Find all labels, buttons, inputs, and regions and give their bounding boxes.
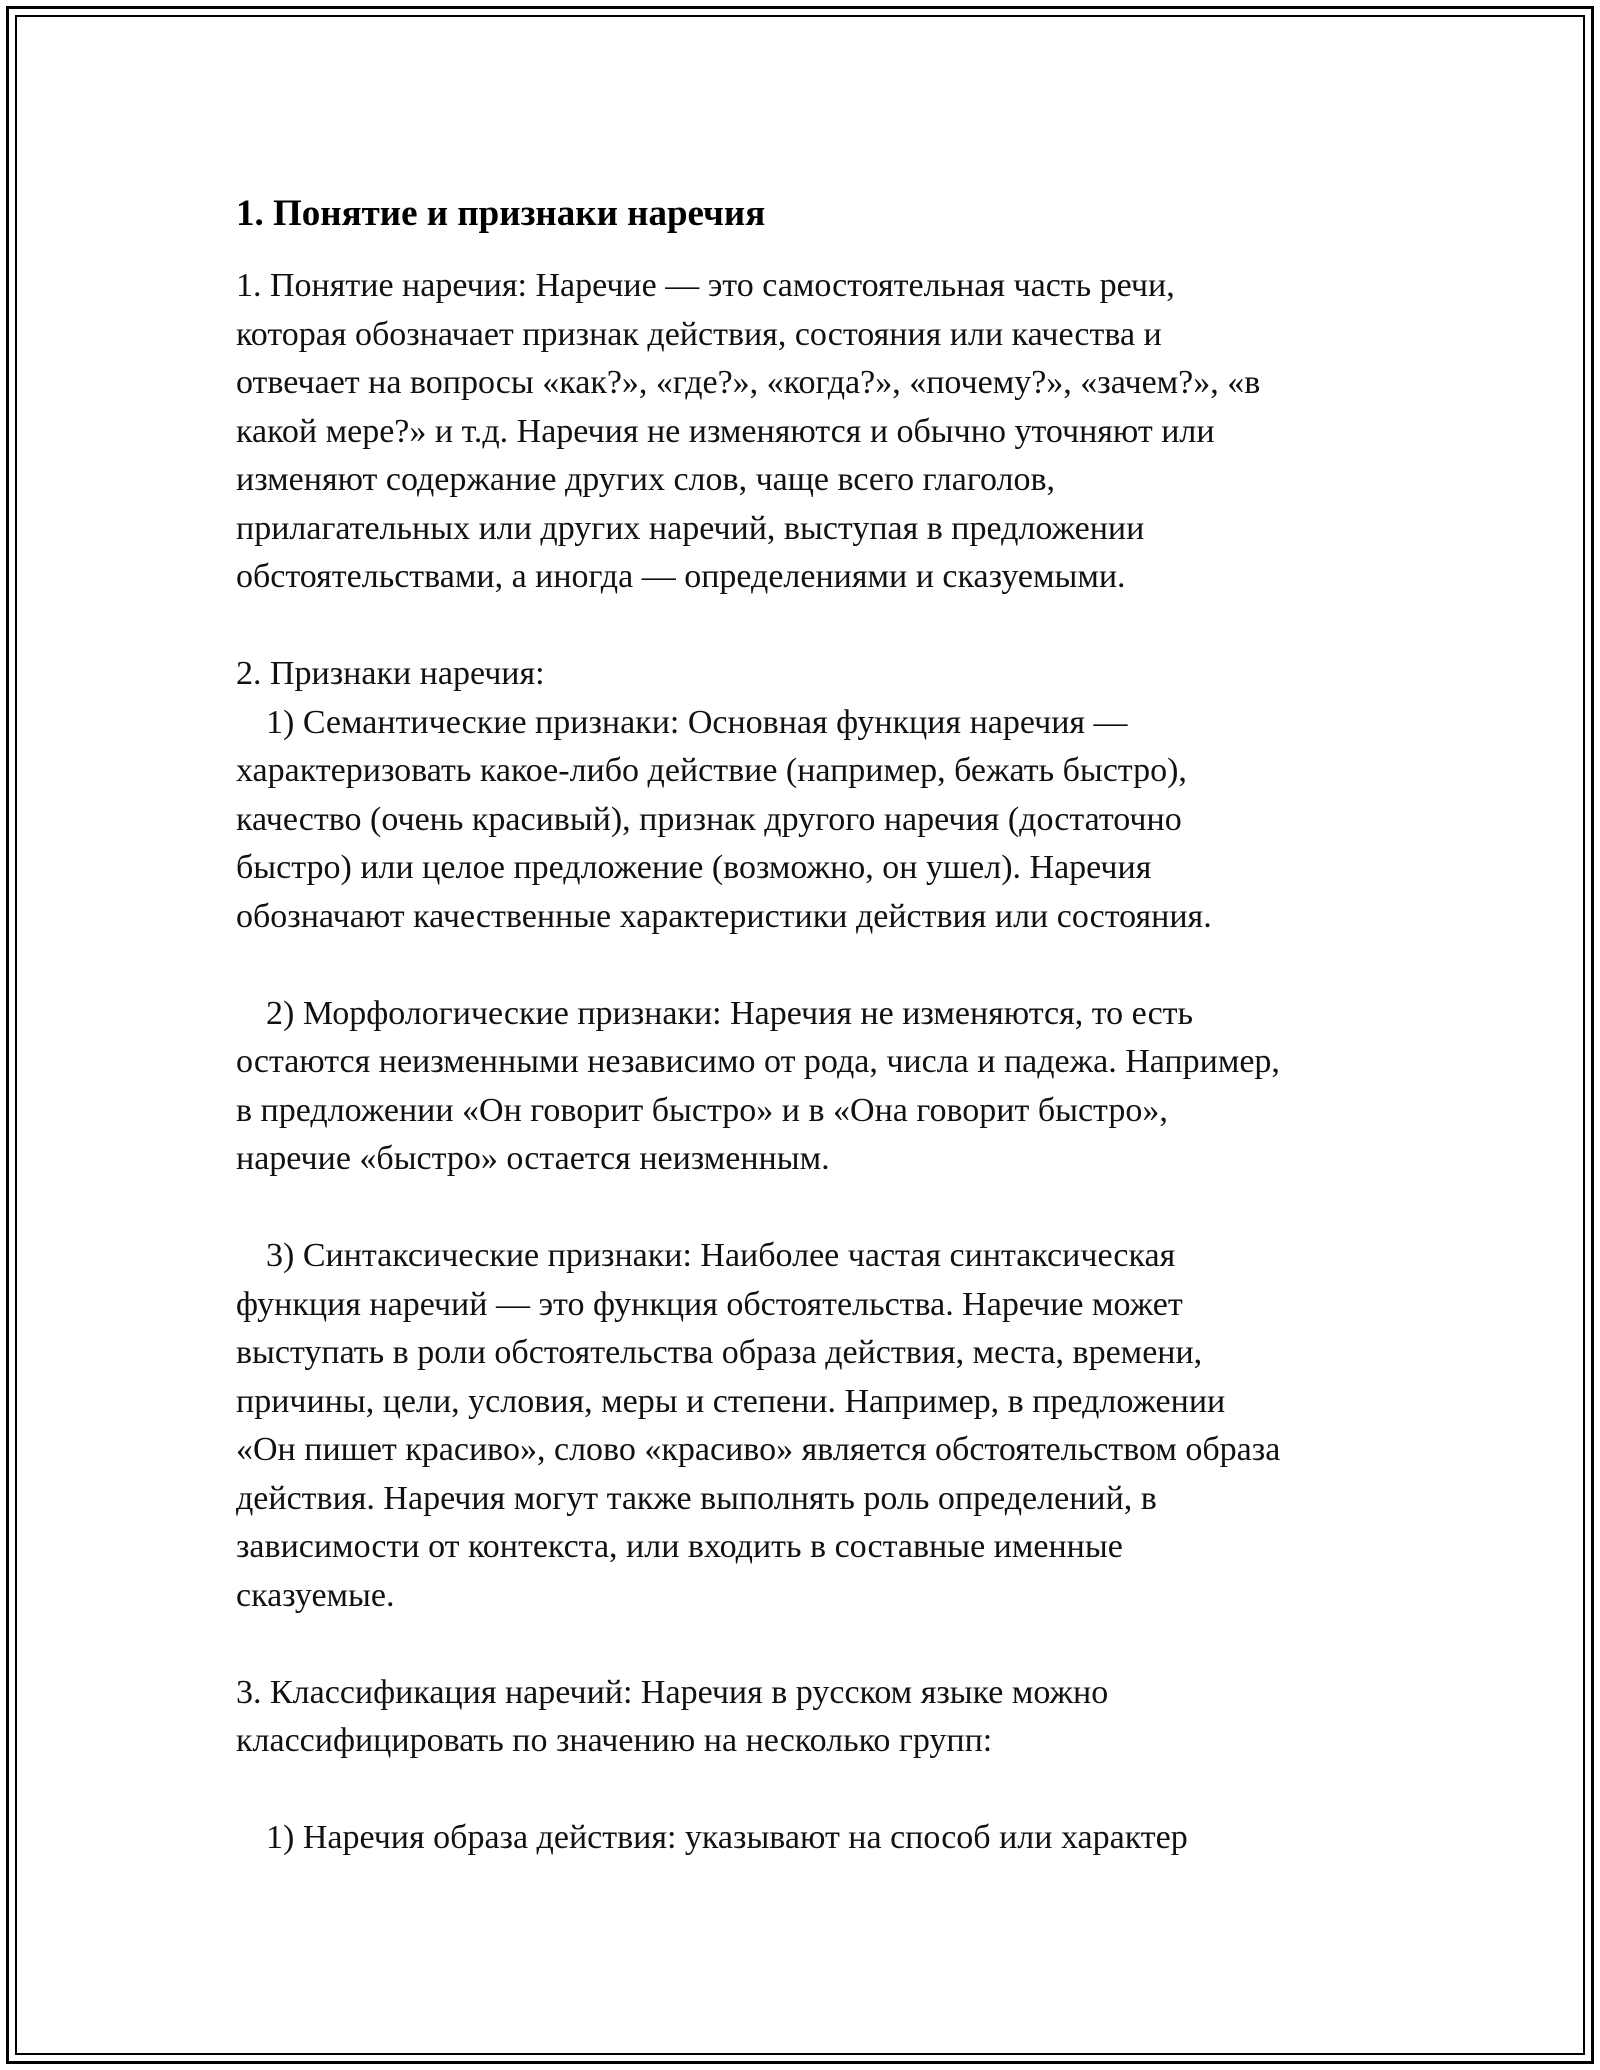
paragraph-morphological-features	[236, 990, 1376, 1184]
document-heading: 1. Понятие и признаки наречия	[236, 193, 766, 234]
text-line: отвечает на вопросы «как?», «где?», «когда?», «почему?», «зачем?», «в	[236, 364, 1261, 401]
text-line: сказуемые.	[236, 1576, 395, 1614]
text-line: прилагательных или других наречий, выступая в предложении	[236, 509, 1145, 547]
text-line: «Он пишет красиво», слово «красиво» является обстоятельством образа	[236, 1431, 1281, 1468]
paragraph-syntactic-features	[236, 1232, 1376, 1620]
paragraph-gap	[236, 1766, 1376, 1815]
text-line: остаются неизменными независимо от рода, числа и падежа. Например,	[236, 1043, 1280, 1080]
text-line: какой мере?» и т.д. Наречия не изменяются и обычно уточняют или	[236, 412, 1215, 450]
text-line: 2. Признаки наречия:	[236, 655, 545, 692]
text-line: изменяют содержание других слов, чаще всего глаголов,	[236, 461, 1056, 498]
text-line: качество (очень красивый), признак другого наречия (достаточно	[236, 800, 1182, 838]
paragraph-adverb-features	[236, 650, 1376, 941]
paragraph-adverb-definition	[236, 262, 1376, 602]
text-line: выступать в роли обстоятельства образа действия, места, времени,	[236, 1334, 1203, 1371]
text-line: в предложении «Он говорит быстро» и в «Она говорит быстро»,	[236, 1091, 1168, 1129]
paragraph-gap	[236, 602, 1376, 651]
text-line: 3. Классификация наречий: Наречия в русском языке можно	[236, 1673, 1109, 1711]
text-line: 1) Семантические признаки: Основная функция наречия —	[266, 703, 1128, 741]
text-line: которая обозначает признак действия, состояния или качества и	[236, 315, 1162, 353]
text-line: наречие «быстро» остается неизменным.	[236, 1140, 830, 1177]
text-line: 1. Понятие наречия: Наречие — это самостоятельная часть речи,	[236, 267, 1175, 304]
paragraph-classification	[236, 1669, 1376, 1766]
text-line: обозначают качественные характеристики действия или состояния.	[236, 897, 1212, 935]
text-line: функция наречий — это функция обстоятельства. Наречие может	[236, 1285, 1183, 1323]
text-line: обстоятельствами, а иногда — определениями и сказуемыми.	[236, 558, 1126, 595]
text-line: характеризовать какое-либо действие (например, бежать быстро),	[236, 752, 1187, 789]
paragraph-gap	[236, 1620, 1376, 1669]
text-line: зависимости от контекста, или входить в составные именные	[236, 1528, 1123, 1565]
paragraph-gap	[236, 1184, 1376, 1233]
text-line: 1) Наречия образа действия: указывают на способ или характер	[266, 1819, 1188, 1856]
text-line: 2) Морфологические признаки: Наречия не изменяются, то есть	[266, 994, 1194, 1032]
text-line: быстро) или целое предложение (возможно, он ушел). Наречия	[236, 849, 1152, 886]
text-line: причины, цели, условия, меры и степени. Например, в предложении	[236, 1382, 1226, 1420]
paragraph-manner-adverbs	[236, 1814, 1376, 1863]
text-line: классифицировать по значению на несколько групп:	[236, 1722, 993, 1759]
paragraph-gap	[236, 941, 1376, 990]
document-body	[236, 186, 1376, 1863]
text-line: действия. Наречия могут также выполнять роль определений, в	[236, 1479, 1157, 1517]
text-line: 3) Синтаксические признаки: Наиболее частая синтаксическая	[266, 1237, 1176, 1274]
